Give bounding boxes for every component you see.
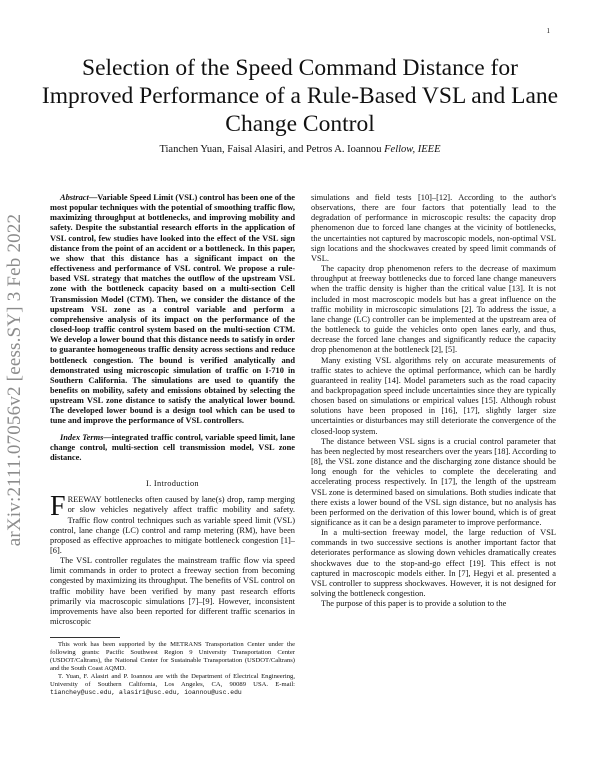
body-paragraph-purpose: The purpose of this paper is to provide a solution to the	[321, 599, 507, 609]
intro-paragraph-1-text: bottlenecks often caused by lane(s) drop, ramp merging or slow vehicles negatively affect traffic mobility and safety. Traffic flow control techniques such as variable speed limit (VSL) control, lane change (LC) control and ramp metering (RM), have been proposed as effective approaches to mitigate bottleneck congestion [1]–[6].	[50, 495, 295, 555]
body-paragraph-sign-distance: The distance between VSL signs is a crucial control parameter that has been neglected by most researchers over the years [18]. According to [8], the VSL zone distance and the discharging zone distance should be long enough for the vehicles to complete the decelerating and accelerating process respectively. In [17], the length of the upstream VSL zone is determined based on simulations. Both studies indicate that there exists a lower bound of the VSL sign distance, but no analysis has been performed on the derivation of this lower bound, which is of great significance as it can be a design parameter to improve performance.	[311, 436, 556, 527]
abstract-text: —Variable Speed Limit (VSL) control has been one of the most popular techniques with the potential of smoothing traffic flow, maximizing throughput at bottlenecks, and improving mobility and safety. Despite the substantial research efforts in the application of VSL control, few studies have looked into the effect of the VSL sign distance from the point of an accident or a bottleneck. In this paper, we show that this distance has a significant impact on the effectiveness and performance of VSL control. We propose a rule-based VSL strategy that matches the outflow of the upstream VSL zone with the bottleneck capacity based on a multi-section Cell Transmission Model (CTM). Then, we consider the distance of the upstream VSL zone as a control variable and perform a comprehensive analysis of its impact on the performance of the closed-loop traffic control system based on the multi-section CTM. We develop a lower bound that this distance needs to satisfy in order to guarantee homogeneous traffic density across sections and reduce bottleneck congestion. The bound is verified analytically and demonstrated using microscopic simulation of traffic on I-710 in Southern California. The simulations are used to quantify the benefits on mobility, safety and emissions obtained by selecting the upstream VSL zone distance to satisfy the analytical lower bound. The developed lower bound is a design tool which can be used to tune and improve the performance of VSL controllers.	[50, 193, 295, 426]
arxiv-identifier: arXiv:2111.07056v2 [eess.SY] 3 Feb 2022	[4, 213, 25, 547]
index-terms	[50, 433, 295, 463]
intro-paragraph-2: The VSL controller regulates the mainstream traffic flow via speed limit commands in order to protect a freeway section from becoming congested by maximizing its throughput. The benefits of VSL control on traffic mobility have been verified by many past research efforts primarily via macroscopic simulations [7]–[9]. However, inconsistent improvements have also been reported for different traffic scenarios in microscopic	[50, 556, 295, 627]
intro-lead-word: REEWAY	[67, 495, 102, 505]
author-membership: Fellow, IEEE	[384, 144, 441, 155]
paper-title: Selection of the Speed Command Distance for Improved Performance of a Rule-Based VSL and Lane Change Control	[41, 55, 559, 137]
right-column	[311, 193, 556, 609]
footnote-rule	[50, 637, 120, 638]
footnote-affiliation-text: T. Yuan, F. Alasiri and P. Ioannou are with the Department of Electrical Engineering, University of Southern California, Los Angeles, CA, 90089 USA. E-mail:	[50, 673, 295, 689]
author-line	[40, 144, 560, 155]
page-number: 1	[546, 27, 550, 35]
drop-cap: F	[50, 491, 66, 523]
body-paragraph-uncertainties: Many existing VSL algorithms rely on accurate measurements of traffic states to achieve the optimal performance, which can be hardly guaranteed in reality [14]. Model parameters such as the road capacity and backpropagation speed include uncertainties since they are typically chosen based on simulations or empirical values [15]. Although robust solutions have been proposed in [16], [17], slightly larger size uncertainties or disturbances may still deteriorate the convergence of the closed-loop system.	[311, 355, 556, 436]
footnote-affiliation	[50, 673, 295, 697]
section-heading: I. Introduction	[146, 479, 199, 489]
index-terms-text: —integrated traffic control, variable speed limit, lane change control, multi-section cell transmission model, VSL zone distance.	[50, 432, 295, 462]
arxiv-stamp	[2, 170, 28, 590]
abstract-label: Abstract	[60, 193, 89, 202]
left-column	[50, 193, 295, 697]
intro-paragraph-1	[50, 491, 295, 556]
index-terms-label: Index Terms	[60, 432, 104, 442]
footnote-funding: This work has been supported by the METRANS Transportation Center under the following grants: Pacific Southwest Region 9 University Transportation Center (USDOT/Caltrans), the National Center for Sustainable Transportation (USDOT/Caltrans) and the South Coast AQMD.	[50, 641, 295, 673]
body-paragraph-capacity-drop: The capacity drop phenomenon refers to the decrease of maximum throughput at freeway bottlenecks due to forced lane change maneuvers when the traffic density is higher than the critical value [13]. It is not included in most macroscopic models but has a great influence on the traffic mobility in microscopic simulations [2]. To address the issue, a lane change (LC) controller can be implemented at the upstream area of the bottleneck to guide the vehicles onto open lanes early, and thus, decrease the forced lane changes and significantly reduce the capacity drop phenomenon at the bottleneck [2], [5].	[311, 264, 556, 355]
body-paragraph-continued: simulations and field tests [10]–[12]. According to the author's observations, there are four factors that potentially lead to the degradation of performance in microscopic results: the capacity drop phenomenon due to forced lane changes at the vicinity of bottlenecks, the uncertainties not captured by macroscopic models, non-optimal VSL sign locations and the shockwaves created by speed limit commands of VSL.	[311, 193, 556, 263]
body-paragraph-shockwaves: In a multi-section freeway model, the large reduction of VSL commands in two successive sections is another important factor that deteriorates performance as slowing down vehicles dramatically creates shockwaves due to the stop-and-go effect [19]. This effect is not captured in macroscopic models either. In [7], Hegyi et al. presented a VSL controller to suppress shockwaves. However, it is not designed for solving the bottleneck congestion.	[311, 528, 556, 599]
abstract	[50, 193, 295, 427]
footnote-emails: tianchey@usc.edu, alasiri@usc.edu, ioannou@usc.edu	[50, 689, 242, 697]
author-names: Tianchen Yuan, Faisal Alasiri, and Petros A. Ioannou	[159, 144, 382, 155]
